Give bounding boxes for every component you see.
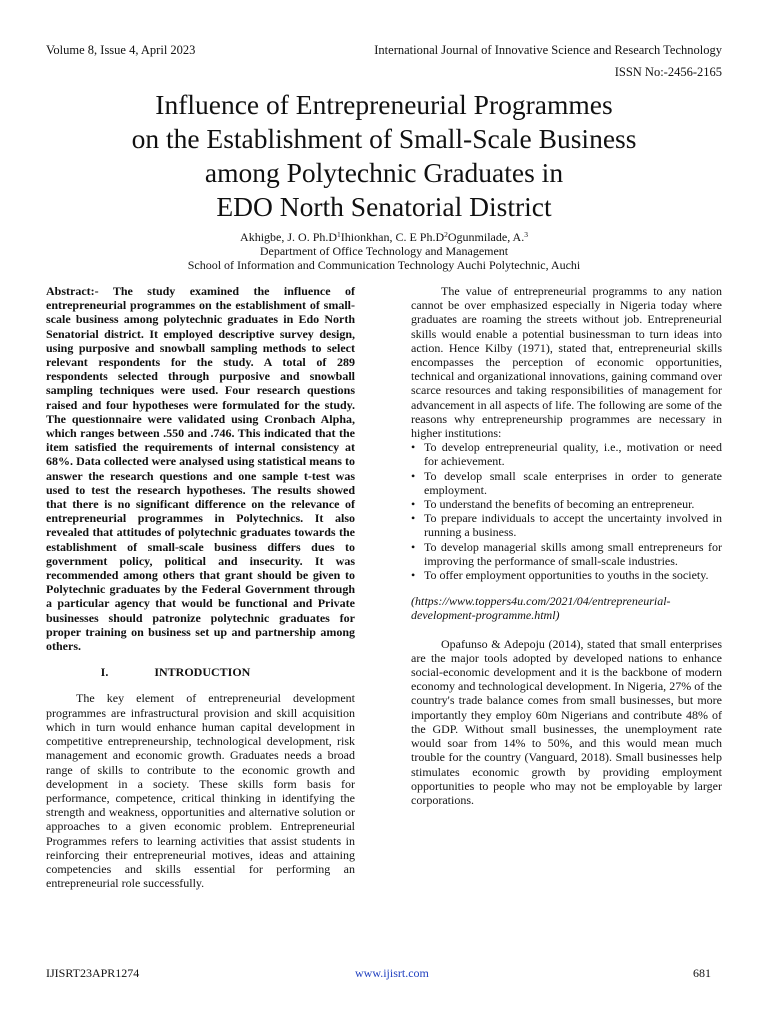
- title-line: EDO North Senatorial District: [216, 191, 552, 222]
- section-title: INTRODUCTION: [154, 665, 251, 680]
- list-item-text: To understand the benefits of becoming an entrepreneur.: [424, 497, 695, 512]
- title-line: Influence of Entrepreneurial Programmes: [155, 89, 613, 120]
- author-names: [40, 230, 728, 244]
- body-paragraph: The value of entrepreneurial programms to any nation cannot be over emphasized especially in Nigeria today where graduates are roaming the streets without job. Entrepreneurial skills would enable a potential businessman to turn ideas into action. Hence Kilby (1971), stated that, entrepreneurial skills encompasses the perception of economic opportunities, technical and organizational innovations, gaining command over scarce resources and taking responsibilities of management for advancement in all aspects of life. The following are some of the reasons why entrepreneurship programmes are necessary in higher institutions:: [411, 284, 723, 441]
- author-affiliation-mark: 1: [337, 230, 341, 239]
- bullet-icon: •: [411, 568, 416, 583]
- source-url-citation: (https://www.toppers4u.com/2021/04/entrepreneurial-development-programme.html): [411, 594, 671, 623]
- title-line: among Polytechnic Graduates in: [204, 157, 564, 188]
- author-name: Akhigbe, J. O. Ph.D: [240, 230, 338, 244]
- list-item-text: To develop small scale enterprises in order to generate employment.: [424, 468, 722, 497]
- intro-paragraph: The key element of entrepreneurial development programmes are infrastructural provision and skill acquisition which in turn would enhance human capital development in competitive entrepreneurship, technological development, risk management and economic growth. Graduates needs a broad range of skills to contribute to the economic growth and development in a society. These skills form basis for performance, competence, critical thinking in identifying the strength and weakness, opportunities and alternative solution or approaches to a given economic problem. Entrepreneurial Programmes refers to learning activities that assist students in reinforcing their entrepreneurial motives, ideas and attaining competencies and skills essential for performing an entrepreneurial role successfully.: [46, 691, 355, 891]
- footer-paper-code: IJISRT23APR1274: [46, 966, 140, 980]
- list-item-text: To offer employment opportunities to youths in the society.: [424, 568, 709, 583]
- title-line: on the Establishment of Small-Scale Business: [131, 123, 637, 154]
- list-item: [411, 540, 722, 568]
- author-name: Ihionkhan, C. E Ph.D: [340, 230, 445, 244]
- bullet-icon: •: [411, 511, 416, 526]
- author-department: Department of Office Technology and Management: [259, 244, 509, 258]
- bullet-icon: •: [411, 440, 416, 455]
- list-item: [411, 511, 722, 539]
- list-item-text: To develop entrepreneurial quality, i.e., motivation or need for achievement.: [424, 440, 722, 469]
- list-item-text: To develop managerial skills among small entrepreneurs for improving the performance of small-scale industries.: [424, 539, 722, 568]
- left-column: [46, 284, 355, 890]
- body-paragraph: Opafunso & Adepoju (2014), stated that small enterprises are the major tools adopted by developed nations to enhance social-economic development and it is the backbone of modern economy and technological development. In Nigeria, 27% of the country's trade balance comes from small businesses, but more importantly they employ 60m Nigerians and contribute 48% of the GDP. Without small businesses, the unemployment rate would soar from 14% to 50%, and this would mean much trouble for the country (Vanguard, 2018). Small businesses help stimulates economic growth by providing employment opportunities to people who may not be employable by larger corporations.: [411, 636, 722, 807]
- header-journal-name: International Journal of Innovative Science and Research Technology: [374, 43, 722, 57]
- author-affiliation-mark: 2: [444, 230, 448, 239]
- list-item: [411, 568, 722, 582]
- header-volume: Volume 8, Issue 4, April 2023: [46, 43, 196, 57]
- bullet-icon: •: [411, 468, 416, 483]
- section-number: I.: [100, 665, 109, 680]
- footer-page-number: 681: [693, 966, 711, 980]
- list-item: [411, 440, 722, 468]
- footer-journal-link[interactable]: www.ijisrt.com: [355, 966, 429, 980]
- author-school: School of Information and Communication Technology Auchi Polytechnic, Auchi: [187, 258, 581, 272]
- reasons-bullet-list: [411, 440, 722, 582]
- header-issn: ISSN No:-2456-2165: [614, 65, 722, 79]
- author-block: [40, 230, 728, 272]
- list-item-text: To prepare individuals to accept the uncertainty involved in running a business.: [424, 511, 722, 540]
- bullet-icon: •: [411, 539, 416, 554]
- section-heading-introduction: [46, 665, 355, 679]
- list-item: [411, 469, 722, 497]
- author-affiliation-mark: 3: [524, 230, 528, 239]
- right-column: [411, 284, 722, 807]
- abstract: Abstract:- The study examined the influence of entrepreneurial programmes on the establishment of small-scale business among polytechnic graduates in Edo North Senatorial district. It employed descriptive survey design, using purposive and snowball sampling methods to select relevant respondents for the study. A total of 289 respondents selected through purposive and snowball sampling techniques were used. Four research questions raised and four hypotheses were formulated for the study. The questionnaire were validated using Cronbach Alpha, which ranges between .550 and .746. This indicated that the item satisfied the requirements of internal consistency at 68%. Data collected were analysed using statistical means to answer the research questions and one sample t-test was used to test the research hypotheses. The results showed that there is no significant difference on the relevance of entrepreneurial programmes in Polytechnics. It also revealed that attitudes of polytechnic graduates towards the establishment of small-scale business differs dues to government policy, political and insecurity. It was recommended among others that grant should be given to Polytechnic graduates by the Federal Government through a particular agency that would be functional and Private businesses should patronize polytechnic graduates for proper training on business set up and partnership among others.: [46, 284, 355, 654]
- bullet-icon: •: [411, 497, 416, 512]
- list-item: [411, 497, 722, 511]
- paper-title: [40, 88, 728, 224]
- author-name: Ogunmilade, A.: [447, 230, 525, 244]
